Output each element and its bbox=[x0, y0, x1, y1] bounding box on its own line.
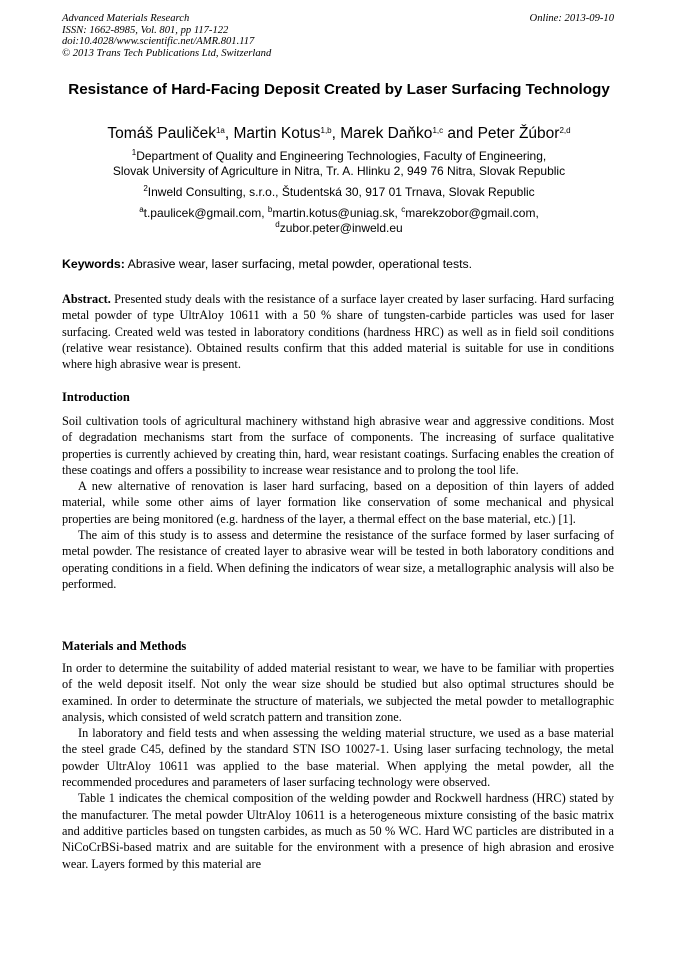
issn: ISSN: 1662-8985, Vol. 801, pp 117-122 bbox=[62, 24, 229, 36]
email-sup: a bbox=[139, 205, 144, 214]
paragraph: The aim of this study is to assess and determine the resistance of the surface formed by laser surfacing of metal powder. The resistance of created layer to abrasive wear will be tested in both laboratory conditions and operating conditions in a field. When defining the indicators of wear size, a metallographic analysis will also be performed. bbox=[62, 528, 614, 591]
author-list bbox=[62, 124, 616, 144]
author: Marek Daňko bbox=[340, 125, 433, 142]
paragraph: Soil cultivation tools of agricultural machinery withstand high abrasive wear and aggressive conditions. Most of degradation mechanisms start from the surface of components. The increasing of surface qualitative properties is currently achieved by creating thin, hard, wear resistant coatings. Surfacing enables the creation of these coatings and offers a possibility to increase wear resistance and to prolong the tool life. bbox=[62, 414, 614, 477]
author-sup: 2,d bbox=[559, 126, 571, 135]
affiliation-1 bbox=[62, 149, 616, 179]
author: Martin Kotus bbox=[233, 125, 321, 142]
email: martin.kotus@uniag.sk, bbox=[272, 206, 402, 220]
abstract-text: Presented study deals with the resistance of a surface layer created by laser surfacing. Hard surfacing metal powder of type UltrAloy 10611 with a 50 % share of tungsten-carbide particles was used for laser surfacing. Created weld was tested in laboratory conditions (hardness HRC) as well as in field soil conditions (relative wear resistance). Obtained results confirm that this added material is suitable for use in conditions where high abrasive wear is present. bbox=[62, 292, 614, 372]
author-sup: 1,c bbox=[432, 126, 444, 135]
keywords-label: Keywords: bbox=[62, 257, 125, 271]
email: t.paulicek@gmail.com, bbox=[143, 206, 268, 220]
author-sup: 1,b bbox=[320, 126, 332, 135]
emails bbox=[62, 206, 616, 236]
email-sup: d bbox=[275, 220, 280, 229]
keywords bbox=[62, 257, 472, 272]
introduction-body bbox=[62, 413, 614, 592]
online-date: Online: 2013-09-10 bbox=[529, 13, 614, 24]
aff-line: Inweld Consulting, s.r.o., Študentská 30, 917 01 Trnava, Slovak Republic bbox=[147, 185, 535, 199]
journal-header bbox=[62, 13, 271, 59]
paragraph: In laboratory and field tests and when assessing the welding material structure, we used as a base material the steel grade C45, defined by the standard STN ISO 10027-1. Using laser surfacing technology, the metal powder UltrAloy 10611 was applied to the base material. When applying the metal powder, all the recommended procedures and parameters of laser surfacing technology were observed. bbox=[62, 726, 614, 790]
affiliation-2 bbox=[62, 185, 616, 200]
paragraph: In order to determine the suitability of added material resistant to wear, we have to be familiar with properties of the weld deposit itself. Not only the wear size should be studied but also optimal structures should be examined. In order to determinate the structure of materials, we subjected the metal powder to metallographic analysis, which consisted of weld scratch pattern and transition zone. bbox=[62, 661, 614, 724]
aff-sup: 2 bbox=[143, 184, 148, 193]
aff-sup: 1 bbox=[131, 148, 137, 157]
methods-body bbox=[62, 660, 614, 872]
paper-title: Resistance of Hard-Facing Deposit Created by Laser Surfacing Technology bbox=[68, 81, 610, 98]
abstract-label: Abstract. bbox=[62, 292, 111, 306]
email: marekzobor@gmail.com, bbox=[405, 206, 539, 220]
email-sup: b bbox=[267, 205, 273, 214]
journal-name: Advanced Materials Research bbox=[62, 13, 190, 24]
author: Peter Žúbor bbox=[477, 125, 560, 142]
sep: , bbox=[331, 125, 341, 142]
section-heading-methods: Materials and Methods bbox=[62, 639, 187, 653]
sep: , bbox=[224, 125, 234, 142]
author: Tomáš Pauliček bbox=[107, 125, 216, 142]
abstract bbox=[62, 291, 614, 372]
copyright: © 2013 Trans Tech Publications Ltd, Switzerland bbox=[62, 47, 272, 59]
email-sup: c bbox=[401, 205, 406, 214]
aff-line: Department of Quality and Engineering Technologies, Faculty of Engineering, bbox=[136, 149, 547, 163]
keywords-text: Abrasive wear, laser surfacing, metal powder, operational tests. bbox=[124, 257, 473, 271]
paragraph: A new alternative of renovation is laser hard surfacing, based on a deposition of thin layers of added material, while some other aims of layer formation like conservation of some mechanical and physical properties are being monitored (e.g. hardness of the layer, a thermal effect on the base material, etc.) [1]. bbox=[62, 479, 614, 526]
aff-line: Slovak University of Agriculture in Nitra, Tr. A. Hlinku 2, 949 76 Nitra, Slovak Republic bbox=[112, 164, 566, 178]
doi: doi:10.4028/www.scientific.net/AMR.801.117 bbox=[62, 36, 255, 48]
sep: and bbox=[443, 125, 478, 142]
author-sup: 1a bbox=[215, 126, 225, 135]
paragraph: Table 1 indicates the chemical composition of the welding powder and Rockwell hardness (HRC) stated by the manufacturer. The metal powder UltrAloy 10611 is a heterogeneous mixture consisting of the basic matrix and additive particles based on tungsten carbides, as much as 50 % WC. Hard WC particles are distributed in a NiCoCrBSi-based matrix and are suitable for the environment with a presence of high abrasion and erosive wear. Layers formed by this material are bbox=[62, 791, 614, 871]
email: zubor.peter@inweld.eu bbox=[279, 221, 403, 235]
section-heading-introduction: Introduction bbox=[62, 390, 130, 404]
